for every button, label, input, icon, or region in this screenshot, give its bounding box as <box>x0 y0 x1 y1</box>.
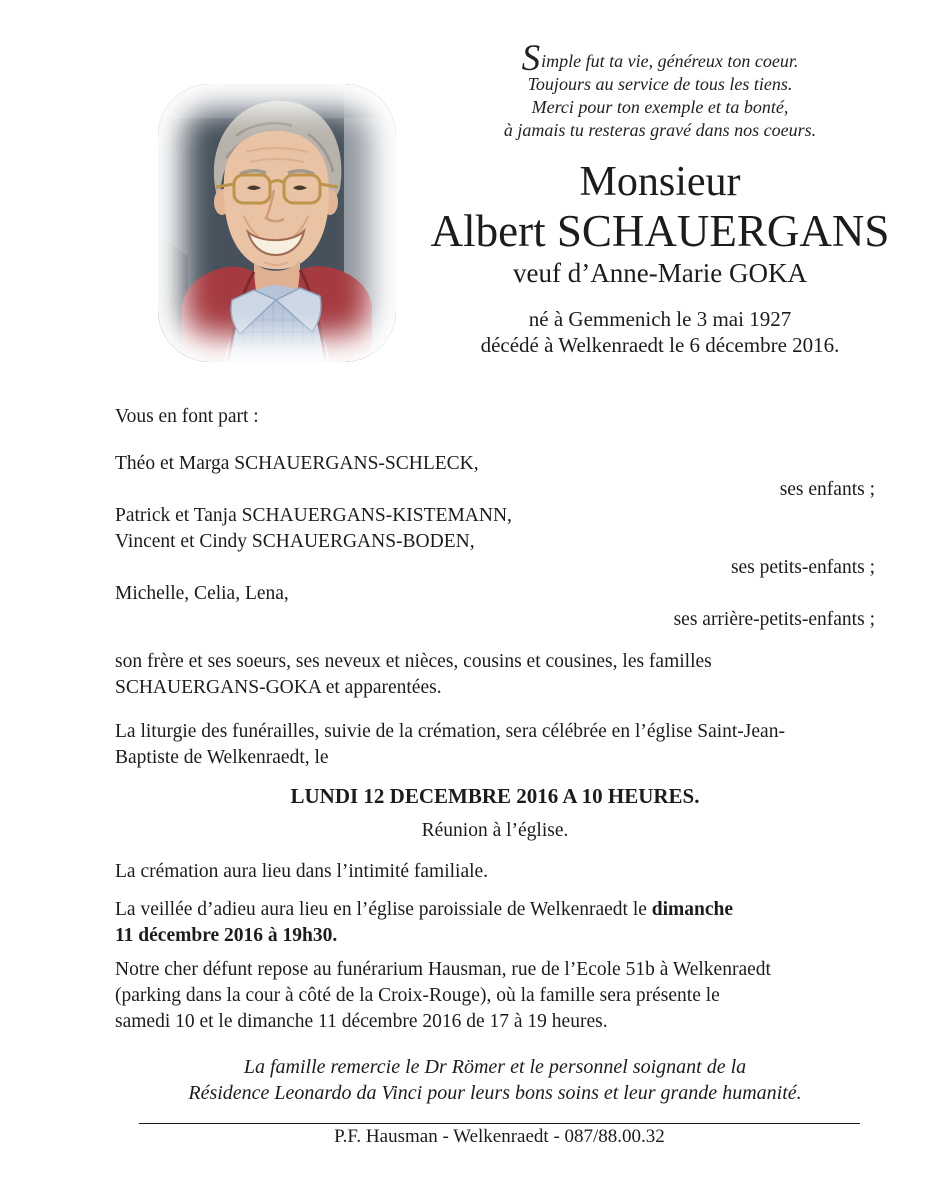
epigraph-line <box>380 38 940 79</box>
deceased-dates <box>380 306 940 358</box>
family-relation: ses arrière-petits-enfants ; <box>673 609 875 630</box>
family-relation: ses enfants ; <box>779 479 875 500</box>
deceased-widower-line: veuf d’Anne-Marie GOKA <box>513 258 807 288</box>
vigil-date-bold: dimanche <box>651 899 734 920</box>
death-line: décédé à Welkenraedt le 6 décembre 2016. <box>480 333 840 357</box>
cremation-note: La crémation aura lieu dans l’intimité familiale. <box>115 861 489 882</box>
portrait-illustration <box>158 84 396 362</box>
deceased-title: Monsieur <box>579 159 741 205</box>
family-names: Patrick et Tanja SCHAUERGANS-KISTEMANN, <box>115 505 512 526</box>
birth-line: né à Gemmenich le 3 mai 1927 <box>528 307 792 331</box>
family-names: Michelle, Celia, Lena, <box>115 583 289 604</box>
funeral-home-contact: P.F. Hausman - Welkenraedt - 087/88.00.32 <box>334 1126 665 1147</box>
family-list <box>115 451 875 633</box>
portrait-photo <box>158 84 396 362</box>
epigraph-dropcap: S <box>521 38 541 79</box>
liturgy-paragraph: La liturgie des funérailles, suivie de la crémation, sera célébrée en l’église Saint-Jean- Baptiste de Welkenraedt, le <box>115 721 785 768</box>
footer <box>0 1123 947 1149</box>
header-right-column <box>380 38 940 358</box>
repose-paragraph: Notre cher défunt repose au funérarium Hausman, rue de l’Ecole 51b à Welkenraedt (parking dans la cour à côté de la Croix-Rouge), où la famille sera présente le samedi 10 et le dimanche 11 décembre 2016 de 17 à 19 heures. <box>115 959 771 1032</box>
announcement-intro: Vous en font part : <box>115 406 259 427</box>
vigil-date-bold: 11 décembre 2016 à 19h30. <box>115 925 338 946</box>
family-relation: ses petits-enfants ; <box>730 557 875 578</box>
family-names: Théo et Marga SCHAUERGANS-SCHLECK, <box>115 453 479 474</box>
portrait-photo-image <box>158 84 396 362</box>
epigraph-line: Merci pour ton exemple et ta bonté, <box>531 97 789 117</box>
family-names: Vincent et Cindy SCHAUERGANS-BODEN, <box>115 531 475 552</box>
epigraph-line: Toujours au service de tous les tiens. <box>527 74 793 94</box>
other-family-paragraph: son frère et ses soeurs, ses neveux et nièces, cousins et cousines, les familles SCHAUERGANS-GOKA et apparentées. <box>115 651 712 698</box>
vigil-text: La veillée d’adieu aura lieu en l’église paroissiale de Welkenraedt le <box>115 899 652 920</box>
deceased-name: Albert SCHAUERGANS <box>430 206 890 256</box>
vigil-paragraph <box>115 897 875 949</box>
epigraph <box>380 38 940 142</box>
footer-divider <box>139 1123 860 1124</box>
announcement-body <box>0 404 947 1106</box>
epigraph-line: à jamais tu resteras gravé dans nos coeurs. <box>503 120 817 140</box>
epigraph-line1-text: imple fut ta vie, généreux ton coeur. <box>541 51 799 71</box>
ceremony-meeting: Réunion à l’église. <box>421 820 569 841</box>
ceremony-date: LUNDI 12 DECEMBRE 2016 A 10 HEURES. <box>290 784 700 808</box>
thanks-paragraph: La famille remercie le Dr Römer et le personnel soignant de la Résidence Leonardo da Vinci pour leurs bons soins et leur grande humanité. <box>188 1056 802 1104</box>
